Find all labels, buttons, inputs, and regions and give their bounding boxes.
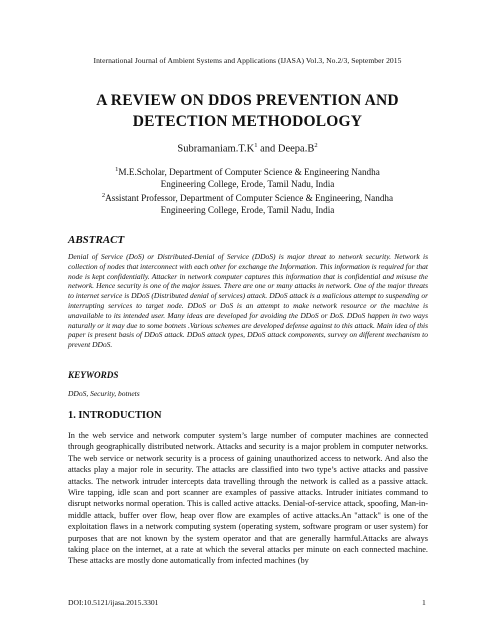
author-1: Subramaniam.T.K xyxy=(177,143,255,155)
keywords-heading: KEYWORDS xyxy=(68,370,119,380)
abstract-heading: ABSTRACT xyxy=(68,234,125,246)
affiliation-2-line1: Assistant Professor, Department of Computer Science & Engineering, Nandha xyxy=(105,193,394,204)
affiliation-2-sup: 2 xyxy=(101,192,106,199)
paper-title-line1: A REVIEW ON DDOS PREVENTION AND xyxy=(96,92,399,109)
footer-doi: DOI:10.5121/ijasa.2015.3301 xyxy=(68,598,159,607)
affiliation-1-line1: M.E.Scholar, Department of Computer Science & Engineering Nandha xyxy=(118,167,380,178)
author-2-sup: 2 xyxy=(314,142,318,149)
keywords-text: DDoS, Security, botnets xyxy=(68,389,140,398)
affiliation-2 xyxy=(0,190,495,217)
introduction-heading: 1. INTRODUCTION xyxy=(68,410,162,421)
affiliation-1-sup: 1 xyxy=(115,166,119,173)
affiliation-2-line2: Engineering College, Erode, Tamil Nadu, India xyxy=(160,205,335,216)
affiliation-1-line2: Engineering College, Erode, Tamil Nadu, India xyxy=(160,179,335,190)
author-conjunction: and xyxy=(257,143,278,155)
abstract-text: Denial of Service (DoS) or Distributed-Denial of Service (DDoS) is major threat to network security. Network is collection of nodes that interconnect with each other for exchange the Information. This information is required for that node is kept confidentially. Attacker in network computer captures this information that is confidential and misuse the network. Hence security is one of the major issues. There are one or many attacks in network. One of the major threats to internet service is DDoS (Distributed denial of services) attack. DDoS attack is a malicious attempt to suspending or interrupting services to target node. DDoS or DoS is an attempt to make network resource or the machine is unavailable to its intended user. Many ideas are developed for avoiding the DDoS or DoS. DDoS happen in two ways naturally or it may due to some botnets .Various schemes are developed defense against to this attack. Main idea of this paper is present basis of DDoS attack. DDoS attack types, DDoS attack components, survey on different mechanism to prevent DDoS. xyxy=(68,252,428,350)
affiliation-1 xyxy=(0,164,495,191)
journal-header: International Journal of Ambient Systems and Applications (IJASA) Vol.3, No.2/3, September 2015 xyxy=(93,56,402,65)
paper-title xyxy=(0,90,495,132)
author-line xyxy=(0,142,495,155)
introduction-text: In the web service and network computer system’s large number of computer machines are connected through geographically distributed network. Attacks and security is a major problem in computer networks. The web service or network security is a process of gaining unauthorized access to network. And also the attacks play a major role in security. The attacks are classified into two type’s active attacks and passive attacks. The network intruder intercepts data travelling through the network is called as a passive attack. Wire tapping, idle scan and port scanner are examples of passive attacks. Intruder initiates command to disrupt networks normal operation. This is called active attacks. Denial-of-service attack, spoofing, Man-in-middle attack, buffer over flow, heap over flow are examples of active attacks.An "attack" is one of the exploitation flaws in a network computing system (operating system, software program or user system) for purposes that are not known by the system operator and that are generally harmful.Attacks are always taking place on the internet, at a rate at which the several attacks per minute on each connected machine. These attacks are mostly done automatically from infected machines (by xyxy=(68,431,428,566)
author-1-sup: 1 xyxy=(254,142,258,149)
author-2: Deepa.B xyxy=(277,143,315,155)
footer-page-number: 1 xyxy=(422,598,426,607)
paper-title-line2: DETECTION METHODOLOGY xyxy=(132,113,363,130)
